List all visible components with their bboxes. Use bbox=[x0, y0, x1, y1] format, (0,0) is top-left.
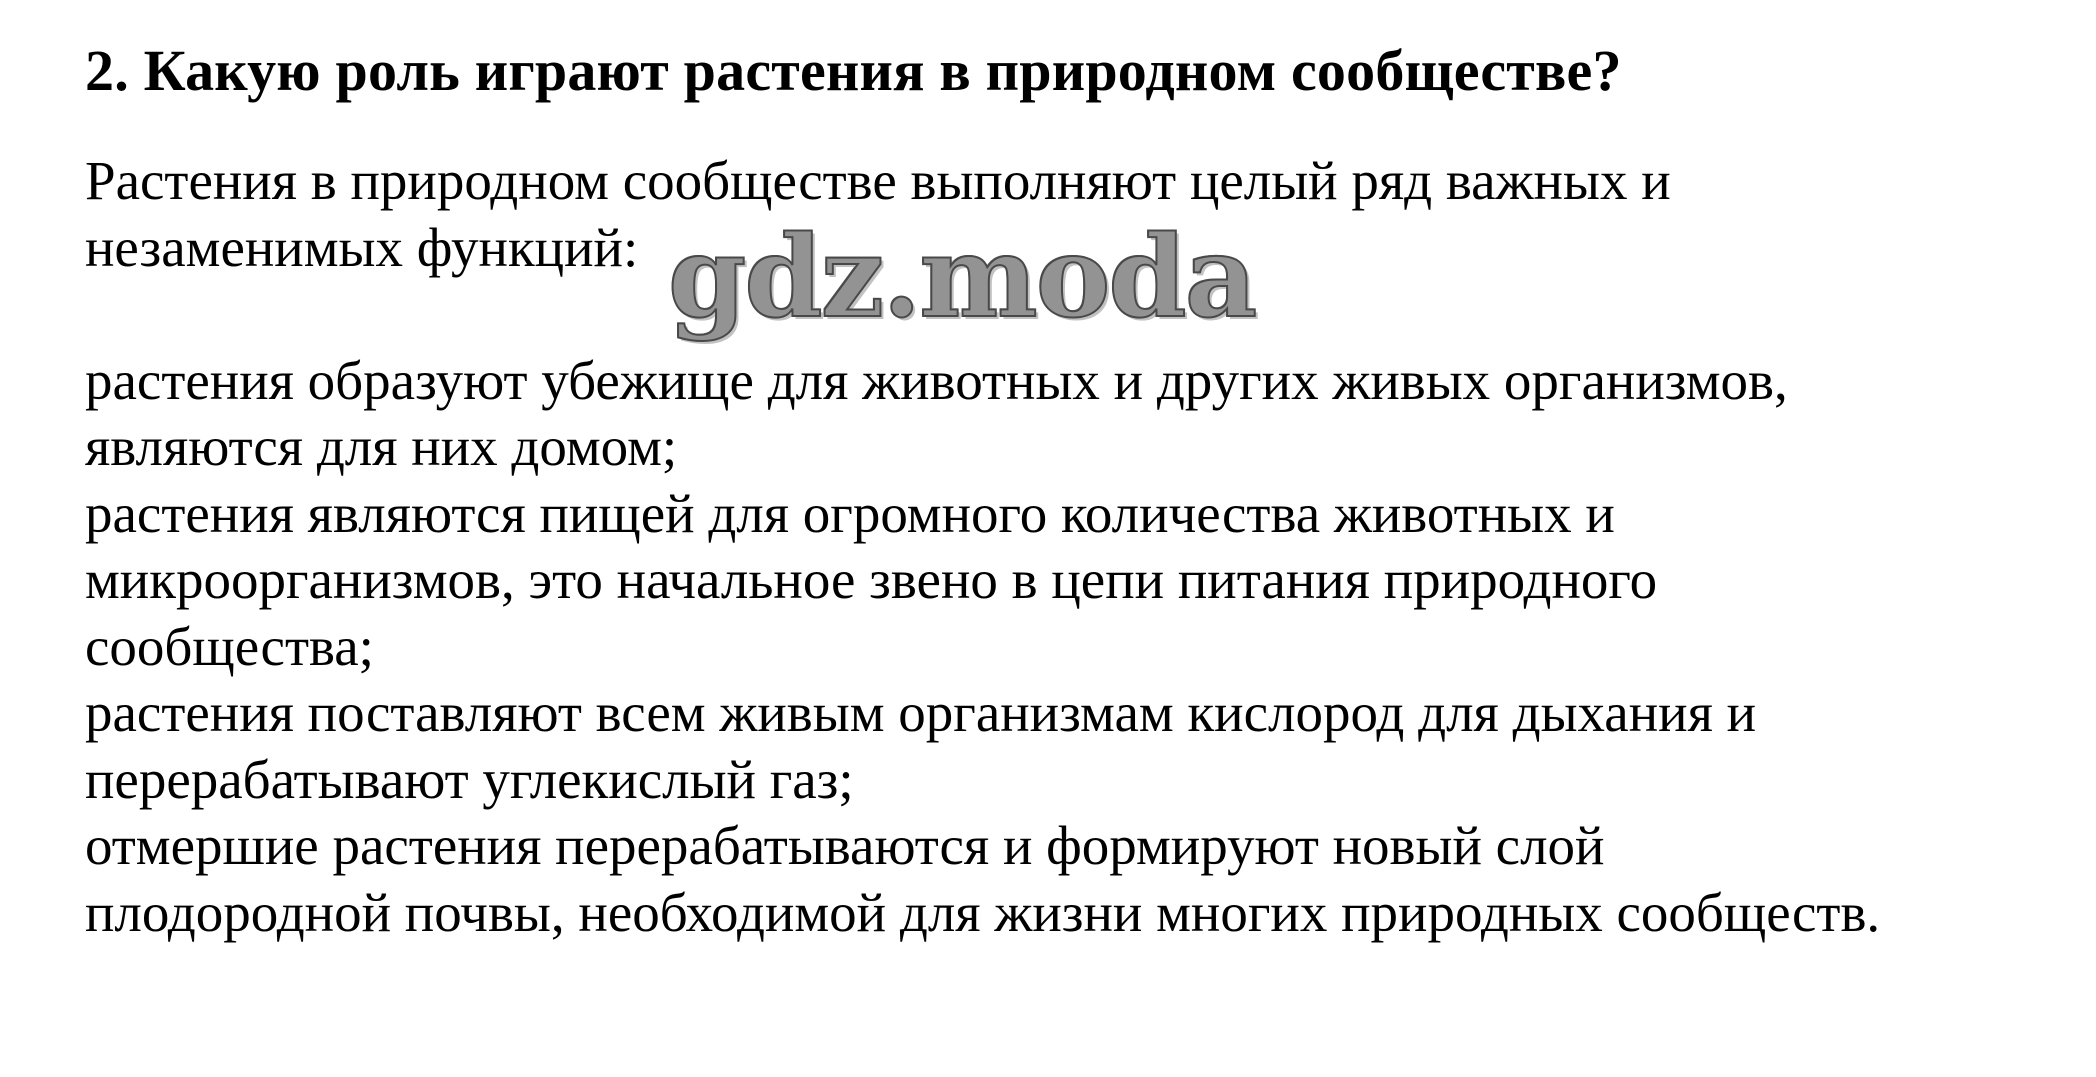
answer-item bbox=[85, 680, 2075, 813]
answer-item-line: растения являются пищей для огромного количества животных и bbox=[85, 482, 1615, 544]
answer-item-line: растения образуют убежище для животных и других живых организмов, bbox=[85, 349, 1788, 411]
answer-item-line: растения поставляют всем живым организмам кислород для дыхания и bbox=[85, 682, 1757, 743]
answer-item-line: отмершие растения перерабатываются и формируют новый слой bbox=[85, 815, 1605, 876]
answer-item bbox=[85, 813, 2075, 946]
answer-item-line: плодородной почвы, необходимой для жизни многих природных сообществ. bbox=[85, 881, 1881, 943]
answer-item bbox=[85, 481, 2075, 681]
answer-item-line: микроорганизмов, это начальное звено в цепи питания природного bbox=[85, 549, 1658, 610]
question-heading: 2. Какую роль играют растения в природном сообществе? bbox=[85, 38, 1622, 103]
watermark-logo: gdz.moda bbox=[668, 212, 1256, 343]
intro-line: Растения в природном сообществе выполняют целый ряд важных и bbox=[85, 150, 1671, 211]
answer-item-line: перерабатывают углекислый газ; bbox=[85, 748, 854, 810]
intro-line: незаменимых функций: bbox=[85, 216, 639, 278]
answer-item-line: сообщества; bbox=[85, 615, 374, 677]
answer-item-line: являются для них домом; bbox=[85, 416, 678, 477]
answer-item bbox=[85, 348, 2075, 481]
